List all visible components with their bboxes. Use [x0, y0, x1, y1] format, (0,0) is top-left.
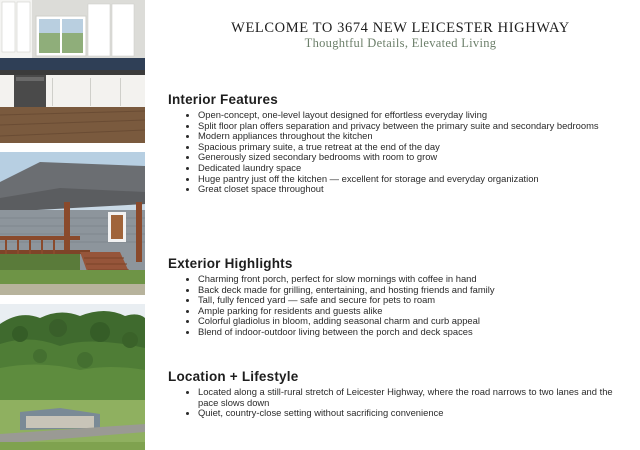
list-item: Modern appliances throughout the kitchen — [185, 131, 633, 142]
content-panel — [168, 0, 633, 450]
list-item: Back deck made for grilling, entertaining, and hosting friends and family — [185, 285, 633, 296]
page-subtitle: Thoughtful Details, Elevated Living — [304, 36, 497, 50]
list-item: Open-concept, one-level layout designed for effortless everyday living — [185, 110, 633, 121]
list-item: Split floor plan offers separation and privacy between the primary suite and secondary bedrooms — [185, 121, 633, 132]
list-item: Colorful gladiolus in bloom, adding seasonal charm and curb appeal — [185, 316, 633, 327]
list-item: Spacious primary suite, a true retreat at the end of the day — [185, 142, 633, 153]
list-item: Tall, fully fenced yard — safe and secure for pets to roam — [185, 295, 633, 306]
house-exterior-photo — [0, 152, 145, 295]
list-item: Huge pantry just off the kitchen — excellent for storage and everyday organization — [185, 174, 633, 185]
list-item: Charming front porch, perfect for slow mornings with coffee in hand — [185, 274, 633, 285]
list-item: Great closet space throughout — [185, 184, 633, 195]
interior-features-section — [168, 92, 633, 195]
section-heading: Exterior Highlights — [168, 256, 293, 271]
feature-list — [168, 110, 633, 195]
exterior-highlights-section — [168, 256, 633, 338]
list-item: Dedicated laundry space — [185, 163, 633, 174]
list-item: Ample parking for residents and guests alike — [185, 306, 633, 317]
list-item: Located along a still-rural stretch of Leicester Highway, where the road narrows to two lanes and the pace slows down — [185, 387, 633, 408]
page-title: WELCOME TO 3674 NEW LEICESTER HIGHWAY — [231, 20, 570, 36]
feature-list — [168, 274, 633, 338]
feature-list — [168, 387, 633, 419]
section-heading: Interior Features — [168, 92, 278, 107]
kitchen-photo — [0, 0, 145, 143]
list-item: Quiet, country-close setting without sacrificing convenience — [185, 408, 633, 419]
location-lifestyle-section — [168, 369, 633, 419]
aerial-view-photo — [0, 304, 145, 450]
photo-column — [0, 0, 145, 450]
section-heading: Location + Lifestyle — [168, 369, 299, 384]
list-item: Generously sized secondary bedrooms with room to grow — [185, 152, 633, 163]
list-item: Blend of indoor-outdoor living between the porch and deck spaces — [185, 327, 633, 338]
